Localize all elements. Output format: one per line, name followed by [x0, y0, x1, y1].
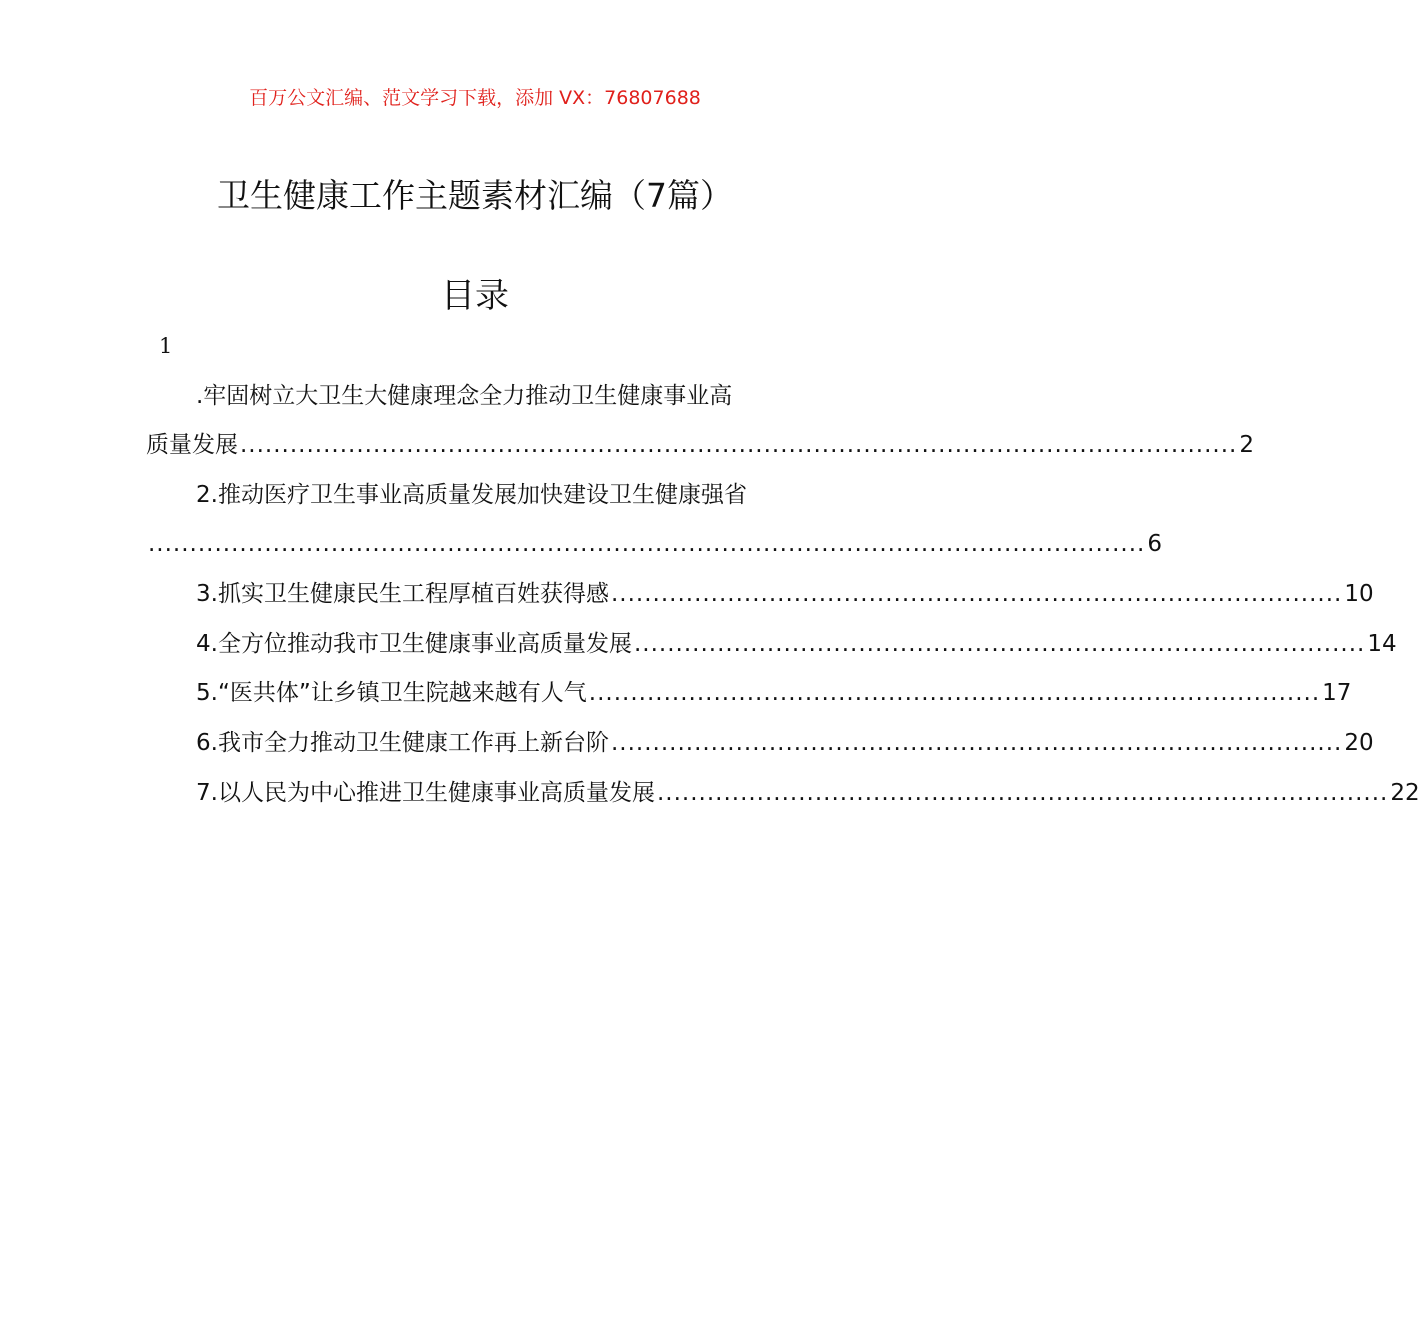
toc-entry-1-line-1[interactable]: .牢固树立大卫生大健康理念全力推动卫生健康事业高 — [196, 383, 733, 409]
stray-number: 1 — [159, 334, 173, 358]
toc-entry-3-page: 10 — [1344, 581, 1374, 607]
header-note: 百万公文汇编、范文学习下载，添加 VX：76807688 — [249, 87, 701, 109]
toc-leader: ........................................................................................ — [656, 780, 1389, 806]
toc-entry-2-line-1[interactable]: 2.推动医疗卫生事业高质量发展加快建设卫生健康强省 — [196, 482, 747, 508]
toc-entry-4-text: 4.全方位推动我市卫生健康事业高质量发展 — [196, 631, 632, 657]
toc-entry-1-line-2[interactable] — [146, 428, 1254, 462]
toc-leader: ........................................................................................ — [610, 581, 1343, 607]
toc-leader: ........................................................................................................................ — [148, 531, 1146, 557]
toc-entry-1-page: 2 — [1239, 432, 1254, 458]
toc-entry-2-page: 6 — [1147, 531, 1162, 557]
toc-entry-5[interactable] — [196, 676, 1352, 710]
toc-heading: 目录 — [441, 276, 509, 316]
toc-leader: ........................................................................................ — [633, 631, 1366, 657]
toc-entry-4-page: 14 — [1367, 631, 1397, 657]
toc-entry-7-text: 7.以人民为中心推进卫生健康事业高质量发展 — [196, 780, 655, 806]
toc-entry-5-page: 17 — [1322, 680, 1352, 706]
toc-entry-3-text: 3.抓实卫生健康民生工程厚植百姓获得感 — [196, 581, 609, 607]
document-title: 卫生健康工作主题素材汇编（7篇） — [217, 176, 733, 215]
toc-entry-1-text: 质量发展 — [146, 432, 238, 458]
toc-entry-5-text: 5.“医共体”让乡镇卫生院越来越有人气 — [196, 680, 587, 706]
toc-entry-6[interactable] — [196, 726, 1374, 760]
toc-entry-7-page: 22 — [1390, 780, 1420, 806]
toc-leader: ........................................................................................ — [610, 730, 1343, 756]
toc-entry-6-text: 6.我市全力推动卫生健康工作再上新台阶 — [196, 730, 609, 756]
toc-entry-3[interactable] — [196, 577, 1374, 611]
toc-entry-2-line-2[interactable] — [146, 527, 1162, 561]
toc-entry-7[interactable] — [196, 776, 1420, 810]
toc-leader: ........................................................................................................................ — [240, 432, 1238, 458]
toc-entry-6-page: 20 — [1344, 730, 1374, 756]
toc-entry-4[interactable] — [196, 627, 1397, 661]
toc-leader: ........................................................................................ — [588, 680, 1321, 706]
